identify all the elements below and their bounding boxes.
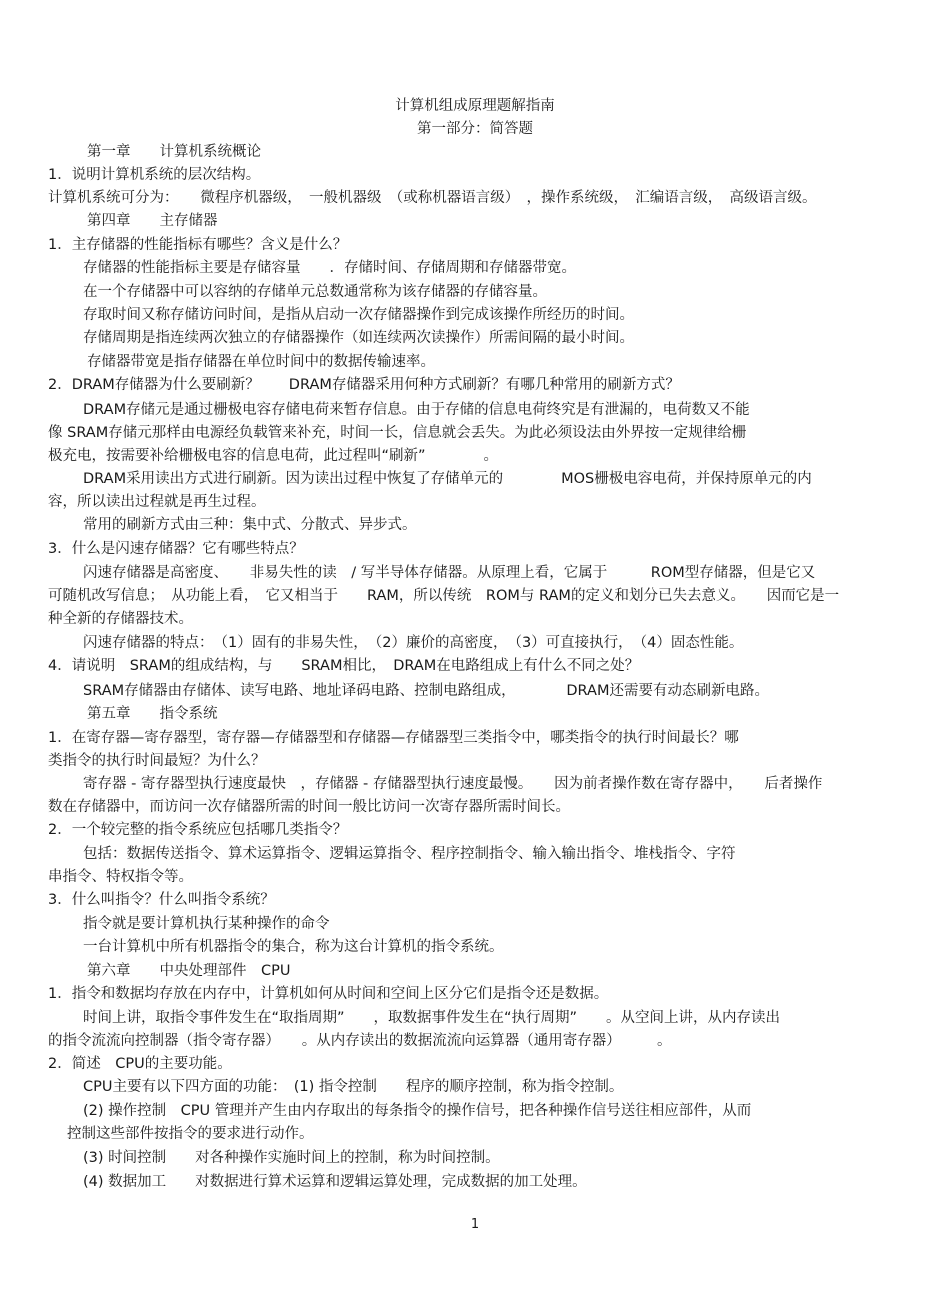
answer-line: CPU主要有以下四方面的功能： (1) 指令控制 程序的顺序控制，称为指令控制。 (83, 1079, 624, 1095)
page-number: 1 (470, 1217, 480, 1232)
answer-line: 在一个存储器中可以容纳的存储单元总数通常称为该存储器的存储容量。 (83, 284, 547, 300)
answer-line: 极充电，按需要补给栅极电容的信息电荷，此过程叫“刷新” 。 (48, 448, 499, 464)
document-title: 计算机组成原理题解指南 (395, 98, 555, 114)
answer-line: DRAM存储元是通过栅极电容存储电荷来暂存信息。由于存储的信息电荷终究是有泄漏的，电荷数又不能 (83, 402, 750, 418)
answer-line: 存取时间又称存储访问时间，是指从启动一次存储器操作到完成该操作所经历的时间。 (83, 307, 634, 323)
question: 类指令的执行时间最短？为什么？ (48, 753, 266, 769)
chapter-heading: 第五章 指令系统 (87, 706, 218, 722)
question: 4．请说明 SRAM的组成结构，与 SRAM相比， DRAM在电路组成上有什么不同之处？ (48, 658, 640, 674)
question: 2．一个较完整的指令系统应包括哪几类指令？ (48, 822, 348, 838)
answer-line: 一台计算机中所有机器指令的集合，称为这台计算机的指令系统。 (83, 939, 504, 955)
answer-line: SRAM存储器由存储体、读写电路、地址译码电路、控制电路组成， DRAM还需要有动态刷新电路。 (83, 683, 769, 699)
question: 1．主存储器的性能指标有哪些？含义是什么？ (48, 237, 348, 253)
answer-line: 存储器带宽是指存储器在单位时间中的数据传输速率。 (87, 354, 435, 370)
answer-line: 闪速存储器的特点： （1）固有的非易失性， （2）廉价的高密度， （3）可直接执行， （4）固态性能。 (83, 635, 744, 651)
answer-line: (4) 数据加工 对数据进行算术运算和逻辑运算处理，完成数据的加工处理。 (83, 1174, 587, 1190)
answer-line: DRAM采用读出方式进行刷新。因为读出过程中恢复了存储单元的 MOS栅极电容电荷，并保持原单元的内 (83, 471, 812, 487)
answer-line: 数在存储器中，而访问一次存储器所需的时间一般比访问一次寄存器所需时间长。 (48, 799, 570, 815)
answer-line: (3) 时间控制 对各种操作实施时间上的控制，称为时间控制。 (83, 1150, 500, 1166)
answer-line: 像 SRAM存储元那样由电源经负载管来补充，时间一长，信息就会丢失。为此必须设法由外界按一定规律给栅 (48, 425, 747, 441)
answer-line: 可随机改写信息； 从功能上看， 它又相当于 RAM，所以传统 ROM与 RAM的定义和划分已失去意义。 因而它是一 (48, 588, 840, 604)
answer-line: 存储周期是指连续两次独立的存储器操作（如连续两次读操作）所需间隔的最小时间。 (83, 330, 634, 346)
answer-line: 种全新的存储器技术。 (48, 611, 193, 627)
question: 2．DRAM存储器为什么要刷新？ DRAM存储器采用何种方式刷新？有哪几种常用的刷新方式？ (48, 377, 680, 393)
answer-line: 计算机系统可分为： 微程序机器级， 一般机器级 （或称机器语言级） ，操作系统级， 汇编语言级， 高级语言级。 (48, 190, 817, 206)
answer-line: 时间上讲，取指令事件发生在“取指周期” ，取数据事件发生在“执行周期” 。从空间上讲，从内存读出 (83, 1010, 781, 1026)
chapter-heading: 第四章 主存储器 (87, 213, 218, 229)
chapter-heading: 第一章 计算机系统概论 (87, 144, 261, 160)
question: 1．说明计算机系统的层次结构。 (48, 167, 261, 183)
question: 3．什么是闪速存储器？它有哪些特点？ (48, 541, 304, 557)
question: 1．指令和数据均存放在内存中，计算机如何从时间和空间上区分它们是指令还是数据。 (48, 986, 609, 1002)
answer-line: 寄存器 - 寄存器型执行速度最快 ，存储器 - 存储器型执行速度最慢。 因为前者操作数在寄存器中， 后者操作 (83, 776, 823, 792)
answer-line: (2) 操作控制 CPU 管理并产生由内存取出的每条指令的操作信号，把各种操作信号送往相应部件，从而 (83, 1103, 752, 1119)
answer-line: 的指令流流向控制器（指令寄存器） 。从内存读出的数据流流向运算器（通用寄存器） 。 (48, 1033, 672, 1049)
chapter-heading: 第六章 中央处理部件 CPU (87, 963, 291, 979)
answer-line: 常用的刷新方式由三种：集中式、分散式、异步式。 (83, 517, 417, 533)
answer-line: 串指令、特权指令等。 (48, 869, 193, 885)
document-subtitle: 第一部分：简答题 (417, 121, 533, 137)
answer-line: 容，所以读出过程就是再生过程。 (48, 494, 266, 510)
answer-line: 包括：数据传送指令、算术运算指令、逻辑运算指令、程序控制指令、输入输出指令、堆栈指令、字符 (83, 846, 736, 862)
question: 2．简述 CPU的主要功能。 (48, 1056, 232, 1072)
question: 1．在寄存器—寄存器型，寄存器—存储器型和存储器—存储器型三类指令中，哪类指令的执行时间最长？哪 (48, 730, 739, 746)
answer-line: 存储器的性能指标主要是存储容量 ．存储时间、存储周期和存储器带宽。 (83, 260, 576, 276)
answer-line: 控制这些部件按指令的要求进行动作。 (67, 1126, 314, 1142)
answer-line: 闪速存储器是高密度、 非易失性的读 / 写半导体存储器。从原理上看，它属于 ROM型存储器，但是它又 (83, 565, 816, 581)
question: 3．什么叫指令？什么叫指令系统？ (48, 892, 275, 908)
answer-line: 指令就是要计算机执行某种操作的命令 (83, 916, 330, 932)
